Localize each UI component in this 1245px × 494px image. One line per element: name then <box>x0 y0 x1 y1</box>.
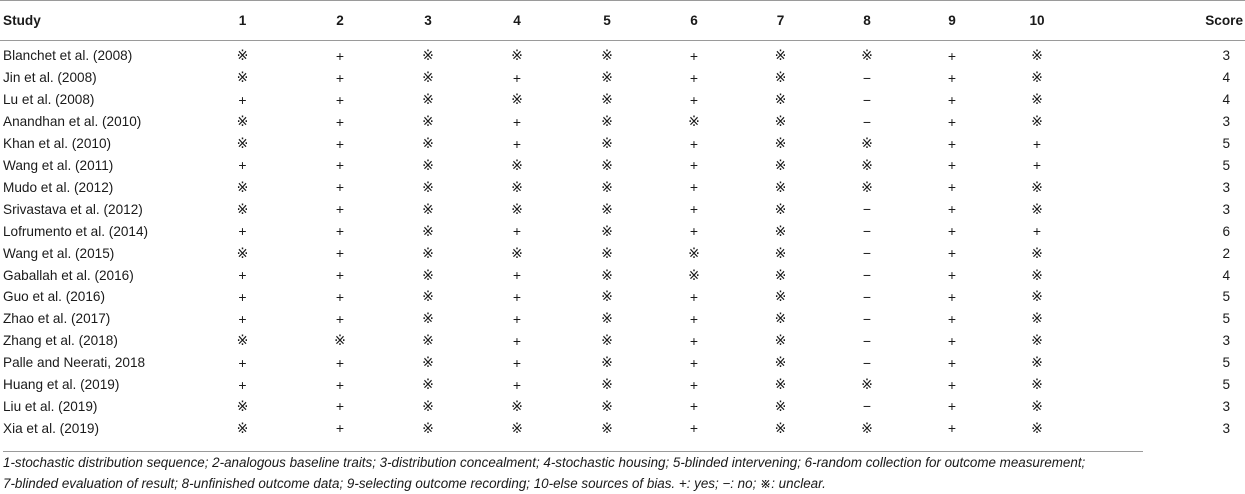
criterion-6-cell: + <box>689 420 699 437</box>
criterion-2-cell: + <box>335 398 345 415</box>
criterion-5-cell: ※ <box>601 156 613 173</box>
criterion-8-cell: − <box>862 398 872 415</box>
header-study: Study <box>0 1 190 41</box>
criterion-8-cell: − <box>862 223 872 240</box>
criterion-9-cell: + <box>947 135 957 152</box>
criterion-3-cell: ※ <box>422 47 434 64</box>
criterion-1-cell: + <box>238 288 247 305</box>
criterion-4-cell: ※ <box>511 47 523 64</box>
criterion-9-cell: + <box>947 201 957 218</box>
criterion-5-cell: ※ <box>601 91 613 108</box>
study-name-cell: Lu et al. (2008) <box>3 92 95 108</box>
criterion-3-cell: ※ <box>422 244 434 261</box>
criterion-9-cell: + <box>947 310 957 327</box>
criterion-3-cell: ※ <box>422 200 434 217</box>
score-cell: 5 <box>1222 377 1230 393</box>
study-name-cell: Xia et al. (2019) <box>3 420 99 436</box>
header-col-5: 5 <box>563 1 651 41</box>
criterion-5-cell: ※ <box>601 310 613 327</box>
criterion-9-cell: + <box>947 332 957 349</box>
header-col-4: 4 <box>471 1 563 41</box>
criterion-3-cell: ※ <box>422 376 434 393</box>
criterion-6-cell: + <box>689 354 699 371</box>
study-name-cell: Mudo et al. (2012) <box>3 179 114 195</box>
criterion-1-cell: ※ <box>236 332 249 349</box>
criterion-8-cell: ※ <box>861 135 873 152</box>
criterion-9-cell: + <box>947 91 957 108</box>
criterion-1-cell: + <box>238 91 247 108</box>
criterion-2-cell: + <box>335 420 345 437</box>
criterion-7-cell: ※ <box>774 156 787 173</box>
criterion-2-cell: + <box>335 288 345 305</box>
criterion-1-cell: ※ <box>236 419 249 436</box>
criterion-5-cell: ※ <box>601 135 613 152</box>
criterion-5-cell: ※ <box>601 69 613 86</box>
criterion-7-cell: ※ <box>774 310 787 327</box>
criterion-3-cell: ※ <box>422 156 434 173</box>
study-name-cell: Wang et al. (2015) <box>3 245 115 261</box>
criterion-8-cell: ※ <box>861 178 873 195</box>
criterion-6-cell: + <box>689 201 699 218</box>
score-cell: 5 <box>1222 311 1230 327</box>
criterion-7-cell: ※ <box>774 244 787 261</box>
criterion-1-cell: ※ <box>236 47 249 64</box>
footnote-line-2: 7-blinded evaluation of result; 8-unfinished outcome data; 9-selecting outcome recording; 10-else sources of bias. +: yes; −: no; ※: unclear. <box>3 476 826 491</box>
criterion-10-cell: ※ <box>1031 69 1043 86</box>
criterion-1-cell: + <box>238 267 247 284</box>
criterion-5-cell: ※ <box>601 397 613 414</box>
criterion-8-cell: − <box>862 113 872 130</box>
table-row <box>0 176 1245 198</box>
criterion-4-cell: + <box>512 69 522 86</box>
criterion-3-cell: ※ <box>422 419 434 436</box>
table-body <box>0 41 1245 446</box>
table-row <box>0 374 1245 396</box>
score-cell: 4 <box>1222 267 1230 283</box>
criterion-8-cell: ※ <box>861 419 873 436</box>
criterion-2-cell: + <box>335 47 345 64</box>
criterion-4-cell: ※ <box>511 397 523 414</box>
study-name-cell: Zhang et al. (2018) <box>3 333 118 349</box>
criterion-6-cell: + <box>689 157 699 174</box>
criterion-3-cell: ※ <box>422 397 434 414</box>
criterion-5-cell: ※ <box>601 332 613 349</box>
table-row <box>0 111 1245 133</box>
criterion-2-cell: ※ <box>334 332 346 349</box>
criterion-5-cell: ※ <box>601 113 613 130</box>
criterion-2-cell: + <box>335 310 345 327</box>
criterion-9-cell: + <box>947 288 957 305</box>
table-row <box>0 220 1245 242</box>
criterion-10-cell: ※ <box>1031 376 1043 393</box>
criterion-6-cell: ※ <box>688 113 700 130</box>
footnote-line-1: 1-stochastic distribution sequence; 2-analogous baseline traits; 3-distribution concealment; 4-stochastic housing; 5-blinded intervening; 6-random collection for outcome measurement; <box>3 455 1086 470</box>
criterion-3-cell: ※ <box>422 266 434 283</box>
criterion-2-cell: + <box>335 376 345 393</box>
criterion-8-cell: − <box>862 201 872 218</box>
criterion-2-cell: + <box>335 157 345 174</box>
study-name-cell: Wang et al. (2011) <box>3 157 114 173</box>
criterion-5-cell: ※ <box>601 266 613 283</box>
criterion-10-cell: ※ <box>1031 419 1043 436</box>
criterion-4-cell: + <box>512 223 522 240</box>
table-row <box>0 286 1245 308</box>
score-cell: 5 <box>1222 157 1230 173</box>
criterion-6-cell: + <box>689 398 699 415</box>
criterion-3-cell: ※ <box>422 113 434 130</box>
header-col-2: 2 <box>295 1 385 41</box>
criterion-6-cell: + <box>689 179 699 196</box>
criterion-1-cell: + <box>238 376 247 393</box>
criterion-4-cell: ※ <box>511 91 523 108</box>
criterion-6-cell: + <box>689 135 699 152</box>
criterion-1-cell: ※ <box>236 113 249 130</box>
score-cell: 5 <box>1222 136 1230 152</box>
criterion-2-cell: + <box>335 201 345 218</box>
criterion-1-cell: ※ <box>236 244 249 261</box>
criterion-4-cell: + <box>512 267 522 284</box>
criterion-9-cell: + <box>947 420 957 437</box>
criterion-5-cell: ※ <box>601 288 613 305</box>
table-row <box>0 264 1245 286</box>
criterion-4-cell: + <box>512 113 522 130</box>
score-cell: 4 <box>1222 70 1230 86</box>
criterion-6-cell: + <box>689 69 699 86</box>
criterion-4-cell: ※ <box>511 419 523 436</box>
criterion-10-cell: + <box>1032 223 1042 240</box>
study-name-cell: Huang et al. (2019) <box>3 377 120 393</box>
criterion-2-cell: + <box>335 267 345 284</box>
score-cell: 3 <box>1222 114 1230 130</box>
study-name-cell: Lofrumento et al. (2014) <box>3 223 149 239</box>
criterion-10-cell: ※ <box>1031 266 1043 283</box>
criterion-5-cell: ※ <box>601 222 613 239</box>
criterion-4-cell: + <box>512 376 522 393</box>
criterion-2-cell: + <box>335 223 345 240</box>
criterion-9-cell: + <box>947 223 957 240</box>
criterion-7-cell: ※ <box>774 135 787 152</box>
study-name-cell: Jin et al. (2008) <box>3 70 97 86</box>
criterion-10-cell: ※ <box>1031 288 1043 305</box>
score-cell: 3 <box>1222 420 1230 436</box>
criterion-5-cell: ※ <box>601 376 613 393</box>
criterion-4-cell: + <box>512 310 522 327</box>
criterion-6-cell: + <box>689 223 699 240</box>
criterion-7-cell: ※ <box>774 419 787 436</box>
criterion-5-cell: ※ <box>601 178 613 195</box>
criterion-1-cell: ※ <box>236 178 249 195</box>
criterion-1-cell: ※ <box>236 397 249 414</box>
score-cell: 5 <box>1222 355 1230 371</box>
criterion-3-cell: ※ <box>422 69 434 86</box>
score-cell: 3 <box>1222 201 1230 217</box>
criterion-7-cell: ※ <box>774 113 787 130</box>
criterion-7-cell: ※ <box>774 332 787 349</box>
table-row <box>0 67 1245 89</box>
criterion-6-cell: + <box>689 310 699 327</box>
score-cell: 3 <box>1222 333 1230 349</box>
criterion-2-cell: + <box>335 91 345 108</box>
criterion-3-cell: ※ <box>422 178 434 195</box>
criterion-9-cell: + <box>947 354 957 371</box>
criterion-1-cell: + <box>238 223 247 240</box>
header-col-7: 7 <box>737 1 824 41</box>
table-row <box>0 242 1245 264</box>
criterion-10-cell: ※ <box>1031 244 1043 261</box>
study-name-cell: Palle and Neerati, 2018 <box>3 355 146 371</box>
criterion-1-cell: + <box>238 354 247 371</box>
criterion-3-cell: ※ <box>422 354 434 371</box>
criterion-9-cell: + <box>947 47 957 64</box>
table-row <box>0 396 1245 418</box>
criterion-1-cell: + <box>238 310 247 327</box>
criterion-4-cell: ※ <box>511 244 523 261</box>
criterion-10-cell: ※ <box>1031 178 1043 195</box>
criterion-7-cell: ※ <box>774 376 787 393</box>
criterion-4-cell: + <box>512 135 522 152</box>
criterion-1-cell: ※ <box>236 200 249 217</box>
header-col-3: 3 <box>385 1 471 41</box>
criterion-5-cell: ※ <box>601 419 613 436</box>
criterion-1-cell: ※ <box>236 69 249 86</box>
criterion-7-cell: ※ <box>774 288 787 305</box>
criterion-9-cell: + <box>947 69 957 86</box>
criterion-8-cell: − <box>862 288 872 305</box>
header-col-1: 1 <box>190 1 295 41</box>
criterion-8-cell: ※ <box>861 47 873 64</box>
criterion-5-cell: ※ <box>601 244 613 261</box>
criterion-2-cell: + <box>335 69 345 86</box>
criterion-10-cell: ※ <box>1031 397 1043 414</box>
study-name-cell: Blanchet et al. (2008) <box>3 48 133 64</box>
criterion-7-cell: ※ <box>774 200 787 217</box>
criterion-10-cell: ※ <box>1031 332 1043 349</box>
criterion-10-cell: ※ <box>1031 310 1043 327</box>
study-name-cell: Gaballah et al. (2016) <box>3 267 134 283</box>
criterion-8-cell: ※ <box>861 376 873 393</box>
criterion-6-cell: + <box>689 47 699 64</box>
criterion-7-cell: ※ <box>774 397 787 414</box>
criterion-7-cell: ※ <box>774 69 787 86</box>
table-row <box>0 198 1245 220</box>
score-cell: 3 <box>1222 398 1230 414</box>
criterion-10-cell: ※ <box>1031 354 1043 371</box>
criterion-3-cell: ※ <box>422 288 434 305</box>
criterion-6-cell: + <box>689 332 699 349</box>
header-score: Score <box>1080 1 1245 41</box>
criterion-6-cell: ※ <box>688 266 700 283</box>
criterion-8-cell: − <box>862 310 872 327</box>
criterion-10-cell: + <box>1032 135 1042 152</box>
criterion-8-cell: − <box>862 332 872 349</box>
table-row <box>0 330 1245 352</box>
criterion-9-cell: + <box>947 267 957 284</box>
criterion-9-cell: + <box>947 376 957 393</box>
criterion-6-cell: + <box>689 376 699 393</box>
table-row <box>0 155 1245 177</box>
score-cell: 3 <box>1222 179 1230 195</box>
study-name-cell: Anandhan et al. (2010) <box>3 114 142 130</box>
score-cell: 6 <box>1222 223 1230 239</box>
criterion-6-cell: + <box>689 91 699 108</box>
criterion-2-cell: + <box>335 113 345 130</box>
criterion-3-cell: ※ <box>422 222 434 239</box>
criterion-8-cell: − <box>862 245 872 262</box>
header-col-8: 8 <box>824 1 910 41</box>
criterion-8-cell: ※ <box>861 156 873 173</box>
criterion-1-cell: ※ <box>236 135 249 152</box>
criterion-7-cell: ※ <box>774 47 787 64</box>
criterion-3-cell: ※ <box>422 135 434 152</box>
score-cell: 4 <box>1222 92 1230 108</box>
criterion-7-cell: ※ <box>774 354 787 371</box>
table-row <box>0 89 1245 111</box>
criterion-8-cell: − <box>862 267 872 284</box>
table-row <box>0 133 1245 155</box>
criterion-2-cell: + <box>335 354 345 371</box>
criterion-4-cell: ※ <box>511 178 523 195</box>
criterion-2-cell: + <box>335 135 345 152</box>
table-row <box>0 308 1245 330</box>
criterion-10-cell: ※ <box>1031 47 1043 64</box>
criterion-1-cell: + <box>238 157 247 174</box>
table-footnote <box>3 451 1143 494</box>
study-name-cell: Guo et al. (2016) <box>3 289 106 305</box>
header-col-6: 6 <box>651 1 737 41</box>
criterion-9-cell: + <box>947 179 957 196</box>
criterion-4-cell: + <box>512 354 522 371</box>
criterion-10-cell: ※ <box>1031 200 1043 217</box>
study-name-cell: Khan et al. (2010) <box>3 136 112 152</box>
criterion-8-cell: − <box>862 91 872 108</box>
study-name-cell: Srivastava et al. (2012) <box>3 201 143 217</box>
criterion-6-cell: + <box>689 288 699 305</box>
criterion-8-cell: − <box>862 354 872 371</box>
criterion-4-cell: ※ <box>511 156 523 173</box>
criterion-10-cell: ※ <box>1031 113 1043 130</box>
criterion-2-cell: + <box>335 245 345 262</box>
header-col-9: 9 <box>910 1 994 41</box>
criterion-9-cell: + <box>947 113 957 130</box>
header-col-10: 10 <box>994 1 1080 41</box>
criterion-2-cell: + <box>335 179 345 196</box>
study-name-cell: Zhao et al. (2017) <box>3 311 111 327</box>
criterion-5-cell: ※ <box>601 47 613 64</box>
criterion-9-cell: + <box>947 157 957 174</box>
criterion-4-cell: + <box>512 332 522 349</box>
criterion-7-cell: ※ <box>774 222 787 239</box>
criterion-9-cell: + <box>947 245 957 262</box>
table-row <box>0 417 1245 445</box>
criterion-7-cell: ※ <box>774 266 787 283</box>
criterion-4-cell: ※ <box>511 200 523 217</box>
criterion-10-cell: ※ <box>1031 91 1043 108</box>
criterion-3-cell: ※ <box>422 332 434 349</box>
score-cell: 5 <box>1222 289 1230 305</box>
criterion-6-cell: ※ <box>688 244 700 261</box>
table-row <box>0 41 1245 67</box>
criterion-8-cell: − <box>862 69 872 86</box>
table-row <box>0 352 1245 374</box>
criterion-3-cell: ※ <box>422 310 434 327</box>
criterion-9-cell: + <box>947 398 957 415</box>
criterion-7-cell: ※ <box>774 91 787 108</box>
criterion-4-cell: + <box>512 288 522 305</box>
score-cell: 2 <box>1222 245 1230 261</box>
table-header-row <box>0 1 1245 41</box>
criterion-3-cell: ※ <box>422 91 434 108</box>
study-name-cell: Liu et al. (2019) <box>3 398 98 414</box>
criterion-5-cell: ※ <box>601 200 613 217</box>
criterion-7-cell: ※ <box>774 178 787 195</box>
criterion-10-cell: + <box>1032 157 1042 174</box>
score-cell: 3 <box>1222 48 1230 64</box>
criterion-5-cell: ※ <box>601 354 613 371</box>
